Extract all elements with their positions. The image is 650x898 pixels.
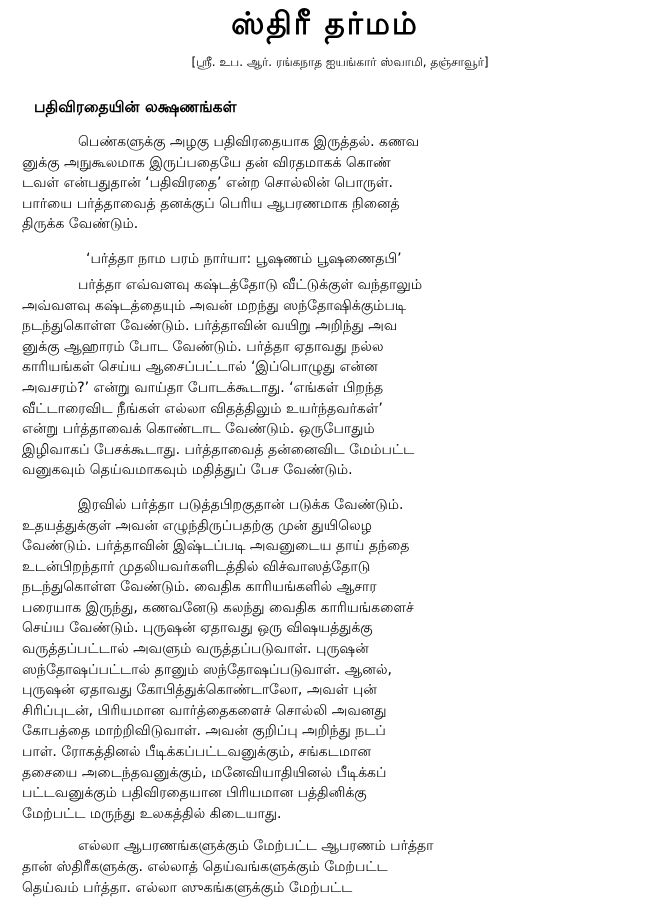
paragraph-line: பட்டவனுக்கும் பதிவிரதையான பிரியமான பத்தினிக்கு (22, 785, 367, 802)
paragraph-line: திருக்க வேண்டும். (22, 216, 139, 233)
paragraph-line: பாள். ரோகத்தினல் பீடிக்கப்பட்டவனுக்கும், சங்கடமான (22, 744, 371, 761)
paragraph-1 (22, 132, 628, 235)
paragraph-line: பரையாக இருந்து, கணவனேடு கலந்து வைதிக காரியங்களைச் (22, 599, 414, 616)
document-page (0, 4, 650, 896)
paragraph-line: இரவில் பர்த்தா படுத்தபிறகுதான் படுக்க வேண்டும். (78, 496, 404, 513)
paragraph-line: அவ்வளவு கஷ்டத்தையும் அவன் மறந்து ஸந்தோஷிக்கும்படி (22, 297, 407, 314)
paragraph-line: ஸந்தோஷப்பட்டால் தானும் ஸந்தோஷப்படுவாள். ஆனல், (22, 661, 392, 678)
paragraph-line: எல்லா ஆபரணங்களுக்கும் மேற்பட்ட ஆபரணம் பர்த்தா (78, 838, 434, 855)
paragraph-line: நடந்துகொள்ள வேண்டும். பர்த்தாவின் வயிறு அறிந்து அவ (22, 318, 398, 335)
paragraph-line: டவள் என்பதுதான் ‘பதிவிரதை’ என்ற சொல்லின் பொருள். (22, 175, 393, 192)
paragraph-4 (22, 836, 628, 898)
paragraph-line: செய்ய வேண்டும். புருஷன் ஏதாவது ஒரு விஷயத்துக்கு (22, 620, 373, 637)
paragraph-line: புருஷன் ஏதாவது கோபித்துக்கொண்டாலோ, அவள் புன் (22, 682, 377, 699)
paragraph-line: பார்யை பர்த்தாவைத் தனக்குப் பெரிய ஆபரணமாக நினைத் (22, 195, 400, 212)
author-byline: [ஸ்ரீ. உப. ஆர். ரங்கநாத ஐயங்கார் ஸ்வாமி, தஞ்சாவூர்] (191, 55, 489, 69)
paragraph-line: பர்த்தா எவ்வளவு கஷ்டத்தோடு வீட்டுக்குள் வந்தாலும் (78, 276, 423, 293)
paragraph-line: மேற்பட்ட மருந்து உலகத்தில் கிடையாது. (22, 805, 282, 822)
paragraph-line: உடன்பிறந்தார் முதலியவர்களிடத்தில் விச்வாஸத்தோடு (22, 558, 371, 575)
paragraph-line: வீட்டாரைவிட நீங்கள் எல்லா விதத்திலும் உயர்ந்தவர்கள்’ (22, 400, 383, 417)
sanskrit-quote: ‘பர்த்தா நாம பரம் நார்யா: பூஷணம் பூஷணைதபி’ (86, 250, 402, 267)
paragraph-line: தெய்வம் பர்த்தா. எல்லா ஸுகங்களுக்கும் மேற்பட்ட (22, 879, 353, 896)
paragraph-line: கோபத்தை மாற்றிவிடுவாள். அவன் குறிப்பு அறிந்து நடப் (22, 723, 386, 740)
paragraph-line: அவசரம்?’ என்று வாய்தா போடக்கூடாது. ‘எங்கள் பிறந்த (22, 379, 384, 396)
paragraph-line: வனுகவும் தெய்வமாகவும் மதித்துப் பேச வேண்டும். (22, 462, 353, 479)
paragraph-line: என்று பர்த்தாவைக் கொண்டாட வேண்டும். ஒருபோதும் (22, 421, 375, 438)
paragraph-line: வருத்தப்பட்டால் அவளும் வருத்தப்படுவாள். புருஷன் (22, 641, 369, 658)
paragraph-line: நடந்துகொள்ள வேண்டும். வைதிக காரியங்களில் ஆசார (22, 579, 377, 596)
paragraph-line: காரியங்கள் செய்ய ஆசைப்பட்டால் ‘இப்பொழுது என்ன (22, 359, 378, 376)
paragraph-line: னுக்கு ஆஹாரம் போட வேண்டும். பர்த்தா ஏதாவது நல்ல (22, 338, 384, 355)
paragraph-line: வேண்டும். பர்த்தாவின் இஷ்டப்படி அவனுடைய தாய் தந்தை (22, 538, 410, 555)
paragraph-3 (22, 495, 628, 825)
section-heading: பதிவிரதையின் லக்ஷணங்கள் (34, 98, 237, 116)
paragraph-line: னுக்கு அநுகூலமாக இருப்பதையே தன் விரதமாகக் கொண் (22, 154, 391, 171)
paragraph-line: தான் ஸ்திரீகளுக்கு. எல்லாத் தெய்வங்களுக்கும் மேற்பட்ட (22, 859, 388, 875)
paragraph-2 (22, 275, 628, 481)
paragraph-line: தசையை அடைந்தவனுக்கும், மனேவியாதியினல் பீடிக்கப் (22, 764, 387, 781)
page-title: ஸ்திரீ தர்மம் (231, 6, 419, 42)
paragraph-line: சிரிப்புடன், பிரியமான வார்த்தைகளைச் சொல்லி அவனது (22, 702, 387, 719)
paragraph-line: பெண்களுக்கு அழகு பதிவிரதையாக இருத்தல். கணவ (78, 134, 420, 150)
paragraph-line: உதயத்துக்குள் அவன் எழுந்திருப்பதற்கு முன் துயிலெழ (22, 517, 372, 534)
paragraph-line: இழிவாகப் பேசக்கூடாது. பர்த்தாவைத் தன்னைவிட மேம்பட்ட (22, 441, 415, 458)
